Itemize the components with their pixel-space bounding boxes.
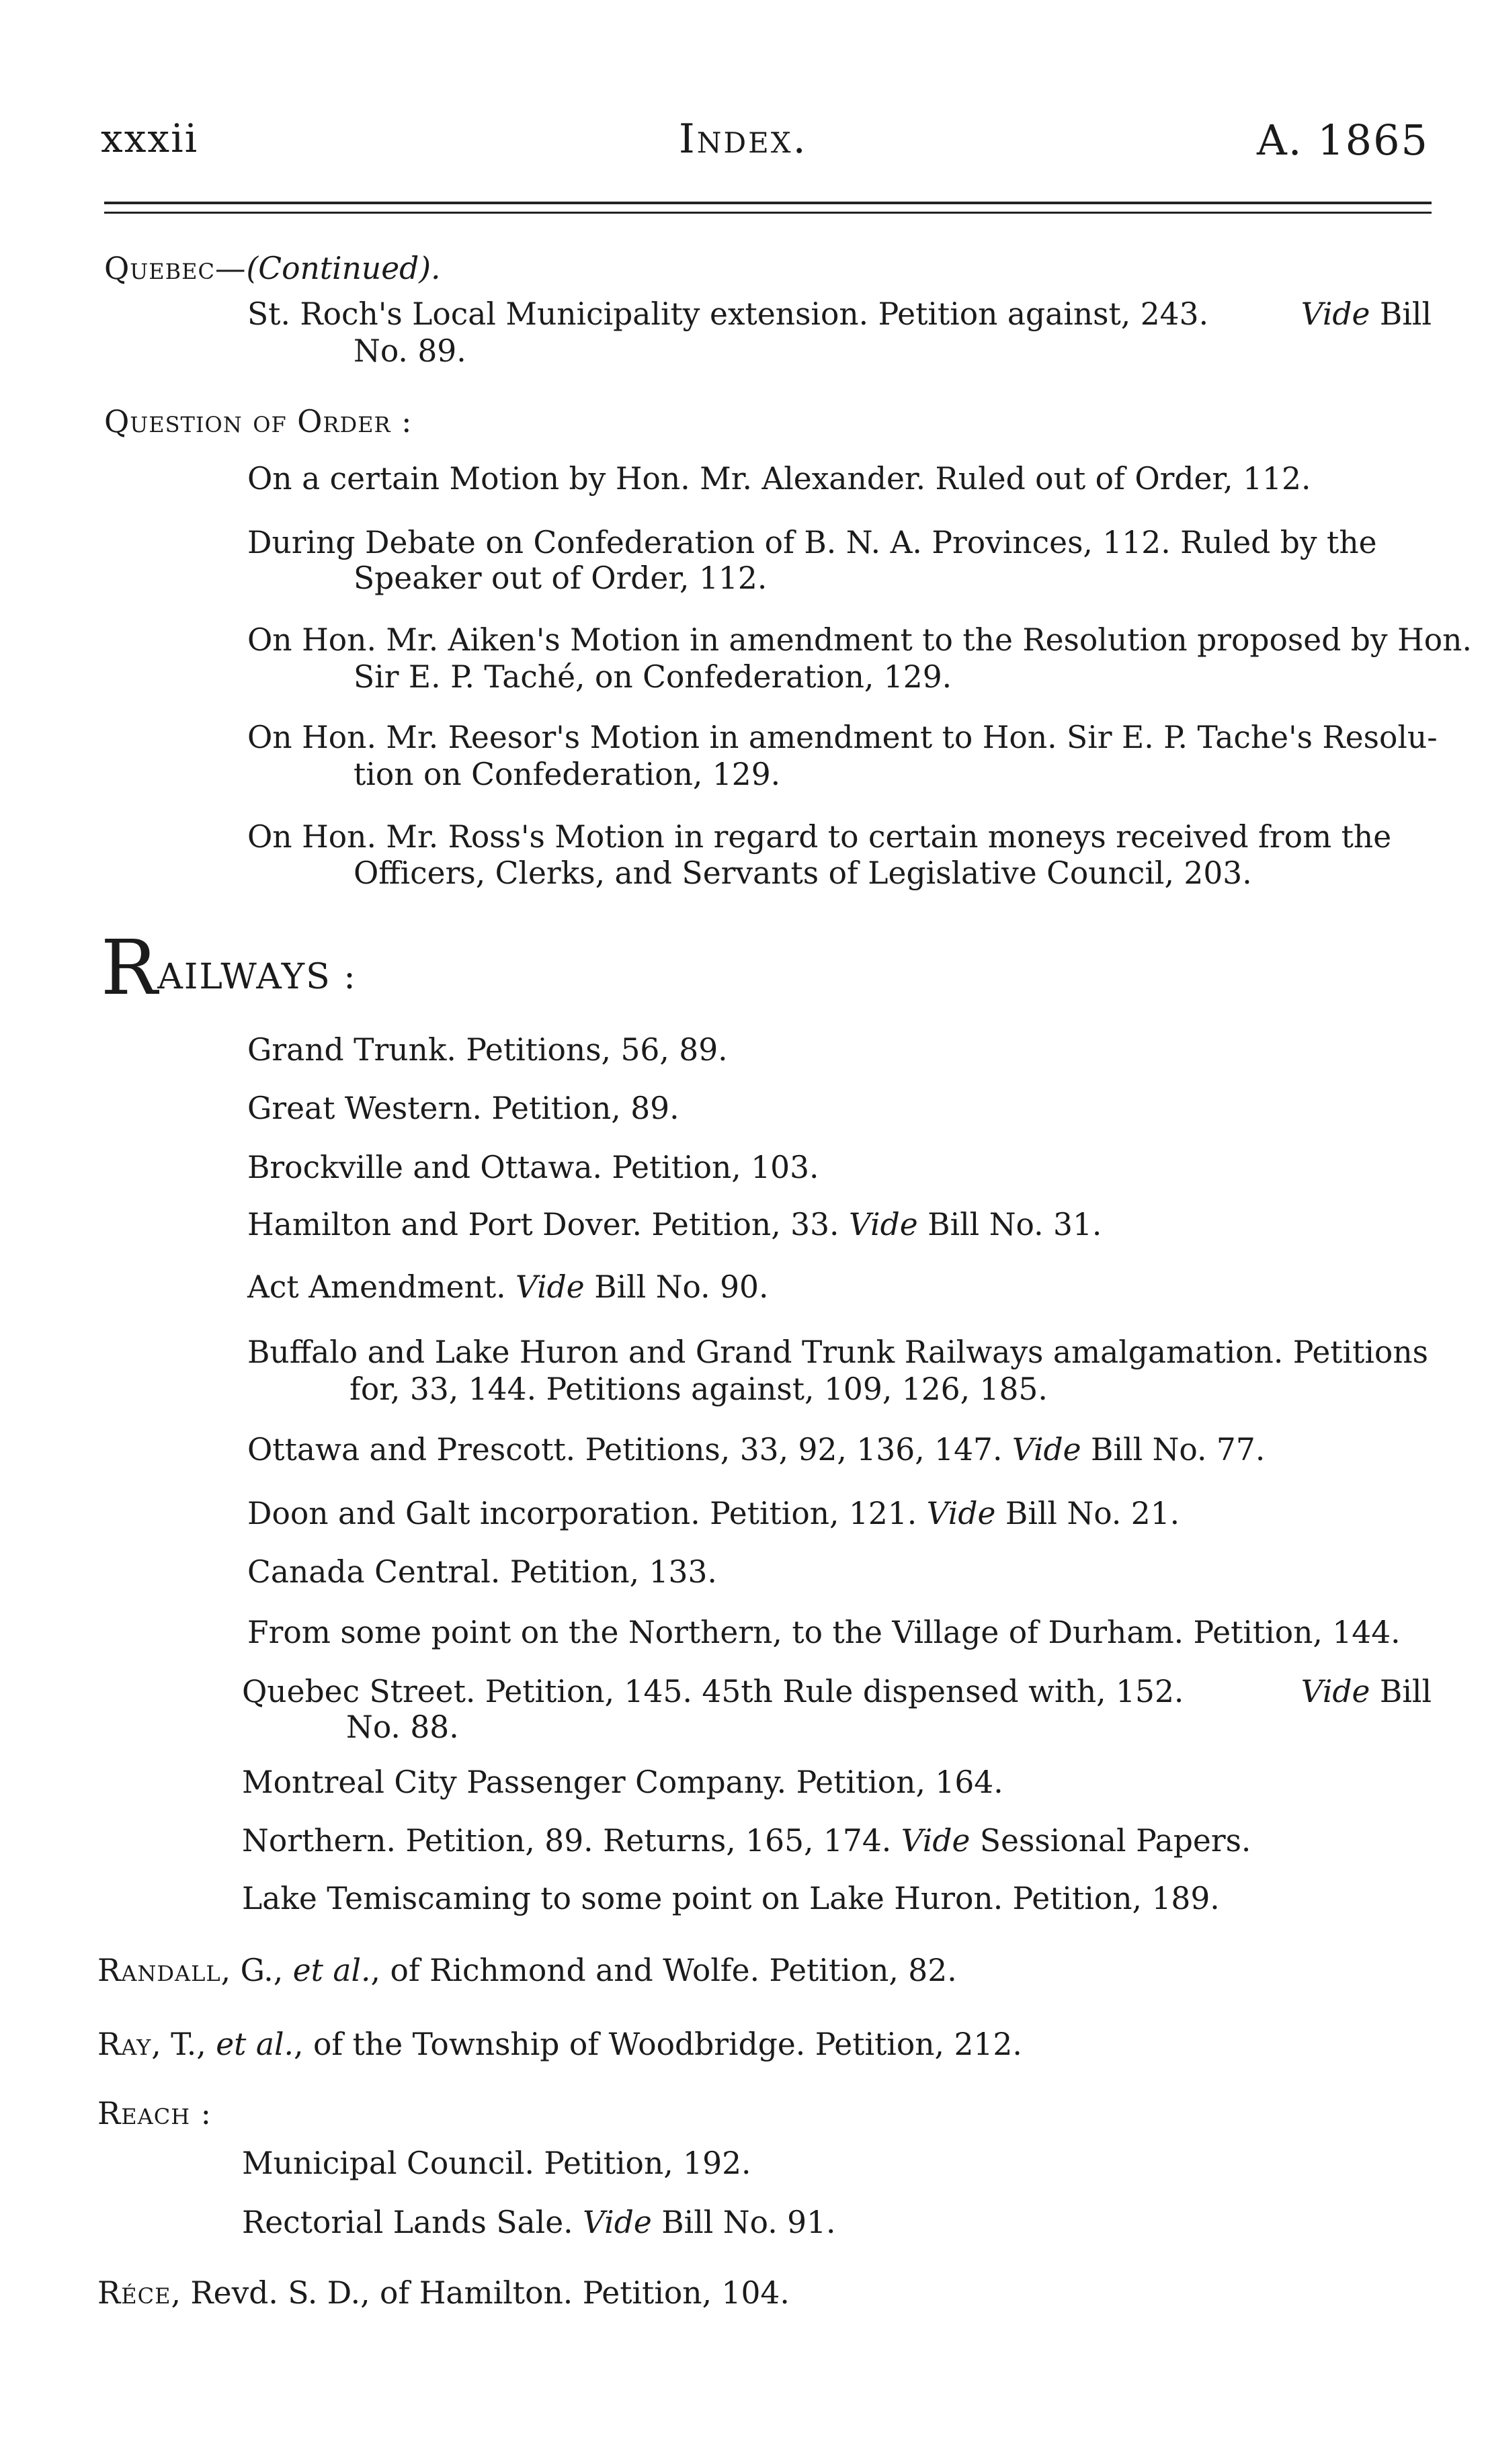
qoo-entry-aiken-cont: Sir E. P. Taché, on Confederation, 129. bbox=[354, 659, 952, 695]
quebec-entry-st-roch: St. Roch's Local Municipality extension. Petition against, 243. Vide Bill bbox=[247, 296, 1432, 332]
quebec-entry-st-roch-cont: No. 89. bbox=[354, 333, 466, 369]
railway-northern: Northern. Petition, 89. Returns, 165, 174. Vide Sessional Papers. bbox=[242, 1823, 1251, 1859]
railway-canada-central: Canada Central. Petition, 133. bbox=[247, 1554, 717, 1590]
railway-hamilton: Hamilton and Port Dover. Petition, 33. Vide Bill No. 31. bbox=[247, 1207, 1102, 1242]
railways-heading: RAILWAYS : bbox=[101, 925, 357, 1012]
railway-buffalo: Buffalo and Lake Huron and Grand Trunk Railways amalgamation. Petitions bbox=[247, 1334, 1428, 1370]
railway-buffalo-cont: for, 33, 144. Petitions against, 109, 126, 185. bbox=[349, 1371, 1048, 1407]
qoo-entry-reesor: On Hon. Mr. Reesor's Motion in amendment to Hon. Sir E. P. Tache's Resolu- bbox=[247, 720, 1438, 755]
header-rule-bottom bbox=[104, 212, 1432, 214]
railway-act-amendment: Act Amendment. Vide Bill No. 90. bbox=[247, 1269, 769, 1305]
reach-heading: Reach : bbox=[97, 2096, 212, 2131]
railway-quebec-street-cont: No. 88. bbox=[346, 1709, 459, 1745]
question-of-order-heading: Question of Order : bbox=[104, 404, 413, 439]
page-year: A. 1865 bbox=[1257, 116, 1429, 165]
qoo-entry-ross-cont: Officers, Clerks, and Servants of Legislative Council, 203. bbox=[354, 855, 1252, 891]
railway-brockville: Brockville and Ottawa. Petition, 103. bbox=[247, 1150, 819, 1185]
page-number: xxxii bbox=[101, 116, 199, 161]
quebec-heading: Quebec—(Continued). bbox=[104, 251, 441, 286]
qoo-entry-reesor-cont: tion on Confederation, 129. bbox=[354, 757, 781, 792]
railway-montreal: Montreal City Passenger Company. Petition, 164. bbox=[242, 1765, 1003, 1800]
railway-great-western: Great Western. Petition, 89. bbox=[247, 1091, 679, 1126]
reach-rectorial-lands: Rectorial Lands Sale. Vide Bill No. 91. bbox=[242, 2205, 836, 2240]
entry-rece: Réce, Revd. S. D., of Hamilton. Petition, 104. bbox=[97, 2275, 790, 2311]
railway-grand-trunk: Grand Trunk. Petitions, 56, 89. bbox=[247, 1032, 728, 1068]
railway-doon-galt: Doon and Galt incorporation. Petition, 121. Vide Bill No. 21. bbox=[247, 1496, 1180, 1531]
railway-temiscaming: Lake Temiscaming to some point on Lake Huron. Petition, 189. bbox=[242, 1881, 1220, 1916]
railway-ottawa-prescott: Ottawa and Prescott. Petitions, 33, 92, 136, 147. Vide Bill No. 77. bbox=[247, 1432, 1266, 1468]
qoo-entry-debate-cont: Speaker out of Order, 112. bbox=[354, 560, 768, 596]
qoo-entry-debate: During Debate on Confederation of B. N. A. Provinces, 112. Ruled by the bbox=[247, 525, 1377, 560]
entry-randall: Randall, G., et al., of Richmond and Wolfe. Petition, 82. bbox=[97, 1953, 957, 1988]
entry-ray: Ray, T., et al., of the Township of Woodbridge. Petition, 212. bbox=[97, 2027, 1022, 2062]
reach-municipal-council: Municipal Council. Petition, 192. bbox=[242, 2146, 751, 2181]
page-title: Index. bbox=[679, 116, 808, 163]
railway-quebec-street: Quebec Street. Petition, 145. 45th Rule dispensed with, 152. Vide Bill bbox=[242, 1674, 1432, 1709]
qoo-entry-ross: On Hon. Mr. Ross's Motion in regard to certain moneys received from the bbox=[247, 819, 1392, 855]
header-rule-top bbox=[104, 202, 1432, 204]
qoo-entry-aiken: On Hon. Mr. Aiken's Motion in amendment to the Resolution proposed by Hon. bbox=[247, 622, 1472, 658]
qoo-entry-alexander: On a certain Motion by Hon. Mr. Alexander. Ruled out of Order, 112. bbox=[247, 461, 1311, 497]
railway-northern-durham: From some point on the Northern, to the Village of Durham. Petition, 144. bbox=[247, 1615, 1401, 1650]
